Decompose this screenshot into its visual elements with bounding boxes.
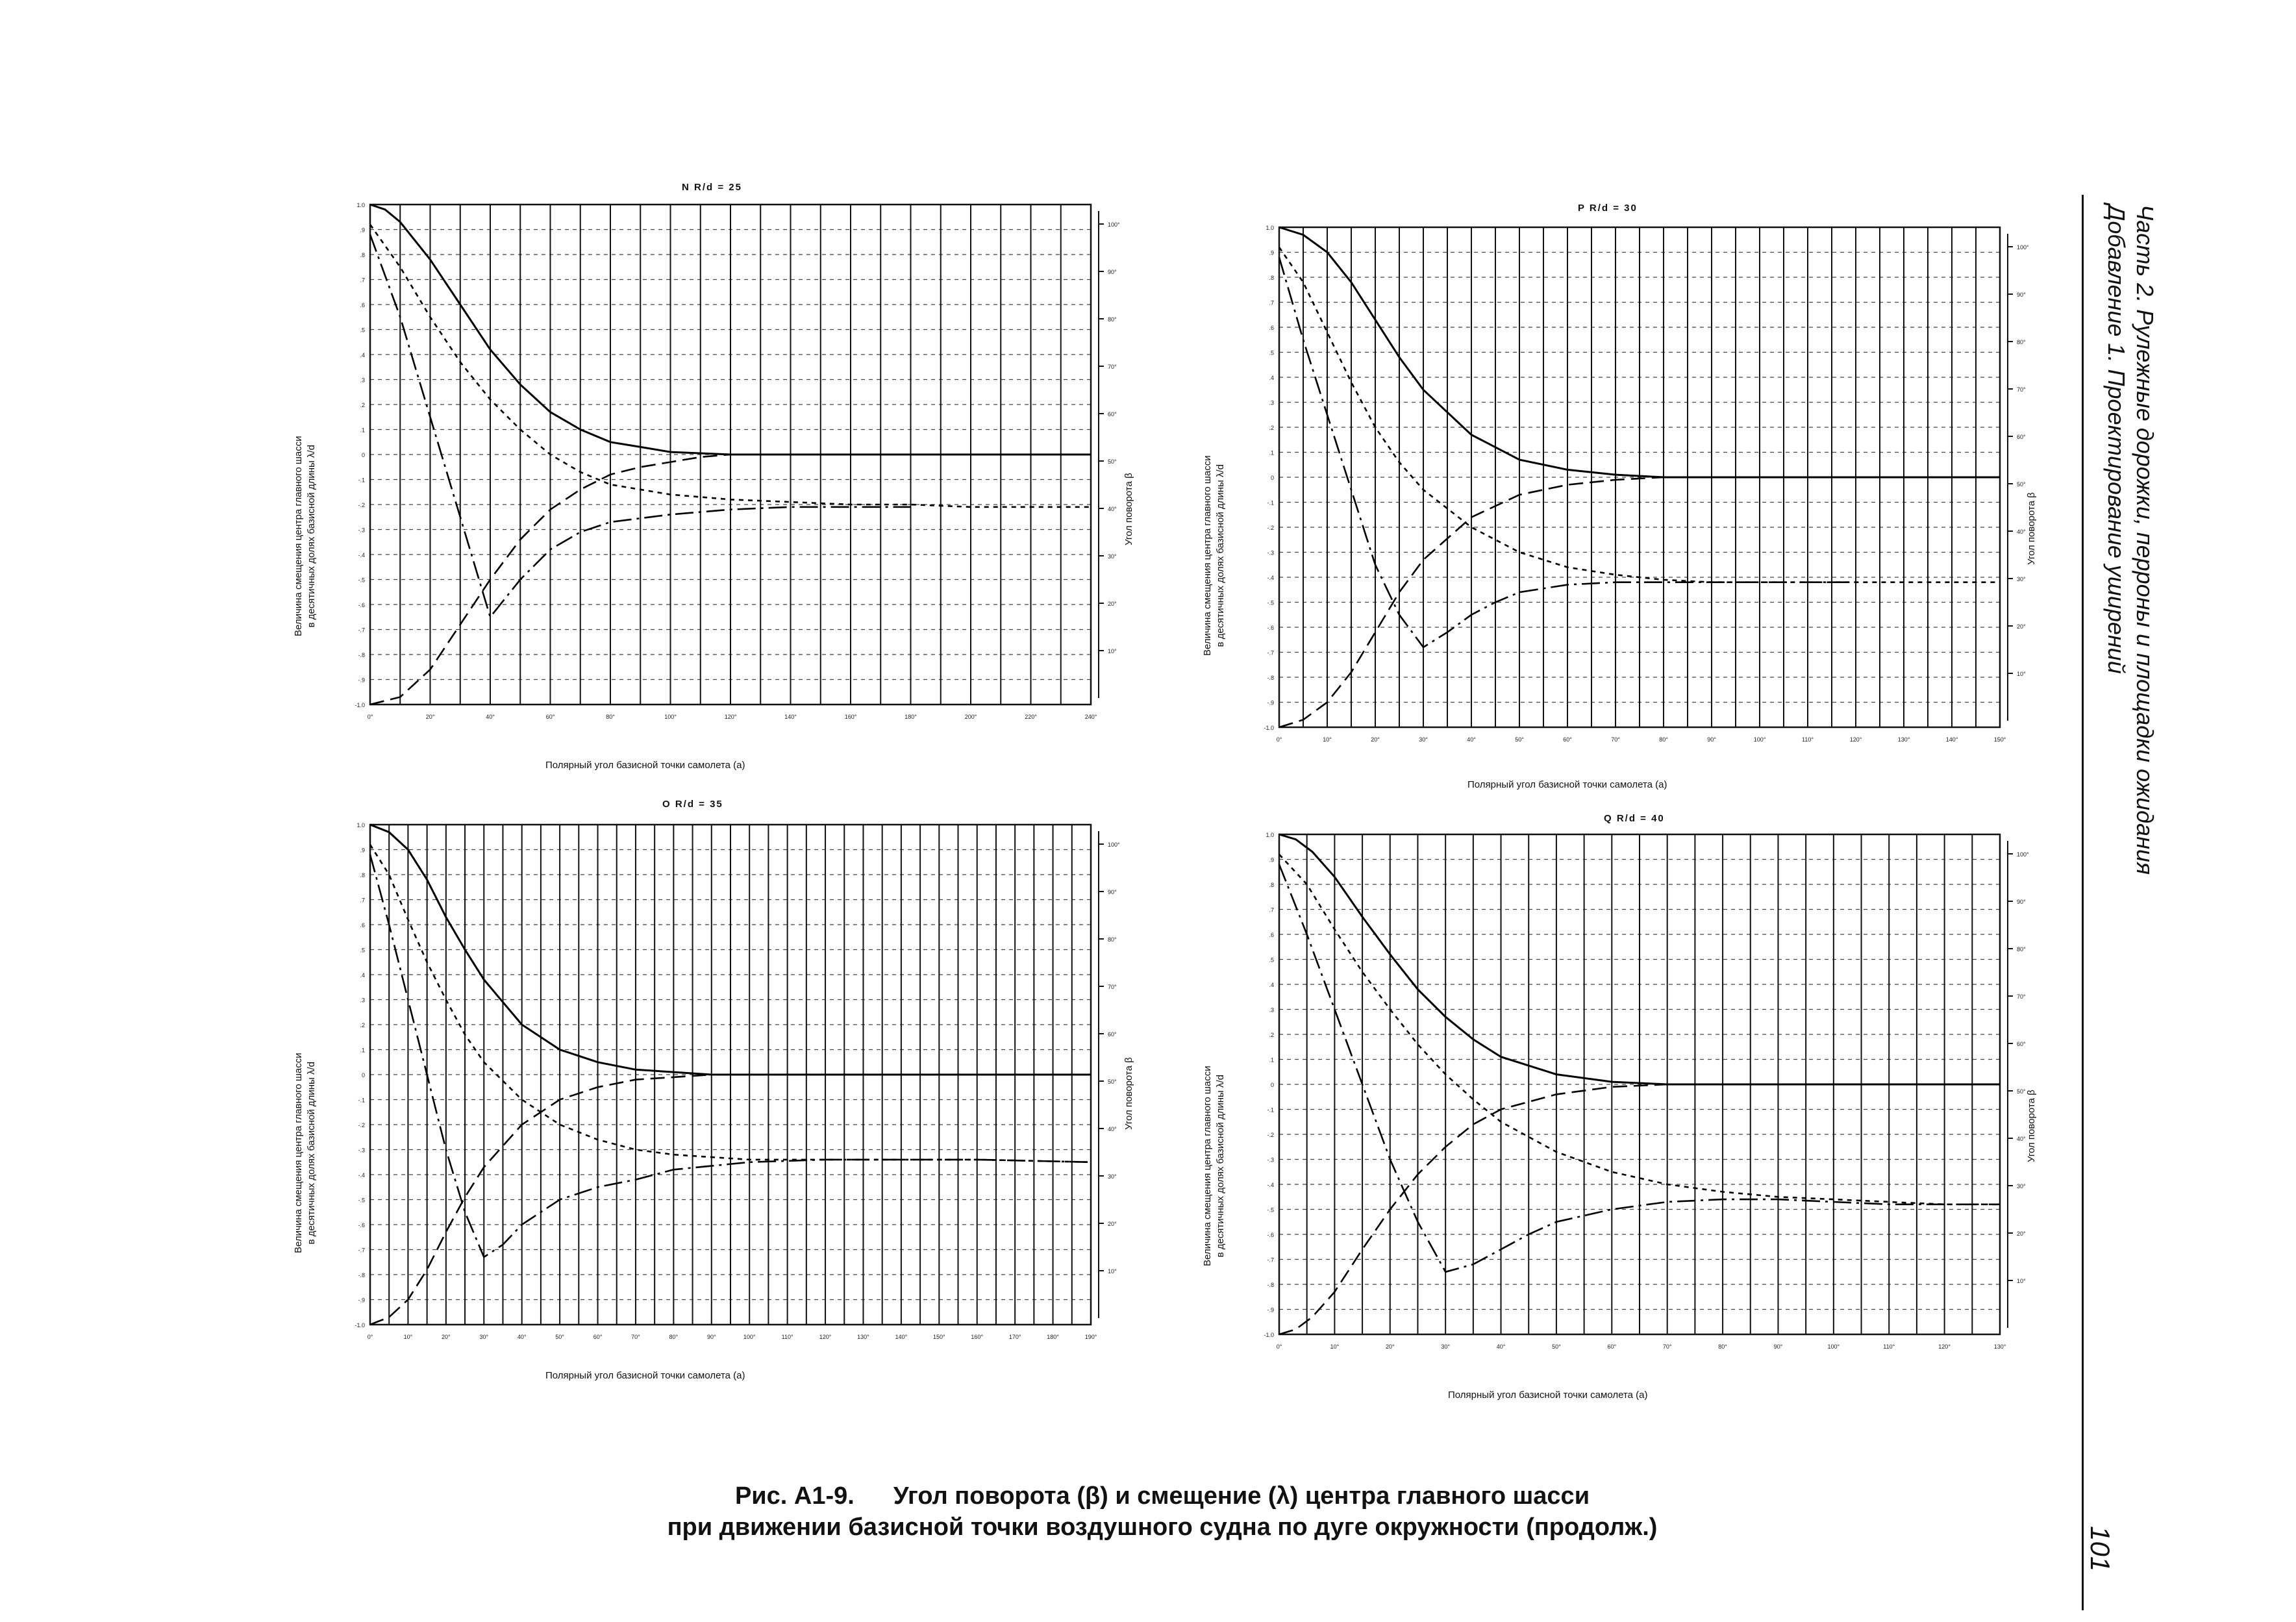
x-tick-label: 70° [1662,1343,1672,1350]
chart-panel-rd35 [279,786,1169,1409]
y-tick-label: -.6 [358,1222,365,1229]
page-header [2102,205,2159,875]
y-tick-label: .8 [1269,275,1274,281]
y-tick-label: -1.0 [355,702,365,708]
x-tick-label: 60° [1607,1343,1617,1350]
y-tick-label: -.7 [358,627,365,634]
y-tick-label: -.7 [1267,649,1274,656]
x-tick-label: 140° [895,1334,908,1340]
y-tick-label: -1.0 [1264,1332,1274,1338]
right-tick-label: 70° [1108,364,1117,370]
x-tick-label: 130° [1897,736,1910,743]
x-axis-label: Полярный угол базисной точки самолета (a) [545,760,745,771]
right-tick-label: 90° [1108,269,1117,275]
y-tick-label: -.6 [1267,625,1274,631]
x-tick-label: 130° [1993,1343,2006,1350]
x-tick-label: 220° [1025,714,1037,720]
y-tick-label: .7 [360,277,365,284]
y-tick-label: 0 [361,452,365,458]
y-tick-label: -.3 [1267,1156,1274,1164]
right-tick-label: 30° [2017,576,2026,582]
right-tick-label: 40° [2017,1136,2026,1142]
x-tick-label: 80° [669,1334,679,1340]
x-tick-label: 200° [964,714,977,720]
right-tick-label: 90° [2017,899,2026,905]
right-tick-label: 30° [2017,1183,2026,1190]
chart-plot [279,786,1169,1409]
right-tick-label: 60° [1108,1031,1117,1038]
x-axis-label: Полярный угол базисной точки самолета (a) [1448,1390,1648,1401]
y-tick-label: -.8 [358,652,365,658]
y-tick-label: -.8 [1267,1282,1274,1288]
chart-panel-rd40 [1188,799,2078,1422]
right-tick-label: 30° [1108,553,1117,560]
right-tick-label: 80° [1108,936,1117,943]
y-tick-label: -.2 [358,1122,365,1129]
right-tick-label: 80° [2017,946,2026,953]
x-tick-label: 30° [479,1334,489,1340]
right-tick-label: 100° [2017,851,2029,858]
y-tick-label: -.7 [358,1247,365,1254]
y-axis-label-right: Угол поворота β [1123,1057,1134,1130]
x-tick-label: 120° [819,1334,832,1340]
x-tick-label: 90° [1773,1343,1783,1350]
y-tick-label: .1 [1269,449,1274,456]
chart-plot [279,169,1169,792]
x-tick-label: 20° [425,714,435,720]
right-tick-label: 30° [1108,1173,1117,1180]
y-tick-label: 1.0 [1266,225,1274,231]
x-tick-label: 160° [971,1334,984,1340]
right-tick-label: 80° [2017,339,2026,345]
y-tick-label: .7 [1269,299,1274,306]
x-tick-label: 60° [545,714,555,720]
right-tick-label: 20° [2017,623,2026,630]
right-tick-label: 60° [1108,411,1117,418]
y-tick-label: .7 [1269,906,1274,914]
right-tick-label: 10° [1108,1268,1117,1275]
x-tick-label: 70° [1611,736,1620,743]
y-tick-label: 1.0 [356,202,365,208]
chart-plot [1188,188,2078,812]
y-tick-label: -.9 [1267,1306,1274,1314]
y-tick-label: .3 [360,997,365,1004]
y-axis-label-left: Величина смещения центра главного шасси в десятичных долях базисной длины λ/d [293,436,317,636]
x-tick-label: 40° [486,714,495,720]
x-tick-label: 240° [1084,714,1097,720]
x-tick-label: 60° [593,1334,603,1340]
x-tick-label: 120° [1849,736,1862,743]
y-tick-label: -.1 [358,1097,365,1104]
y-tick-label: .5 [360,327,365,334]
x-tick-label: 40° [1496,1343,1506,1350]
x-tick-label: 180° [1047,1334,1059,1340]
y-tick-label: .7 [360,897,365,904]
right-tick-label: 50° [2017,481,2026,488]
x-tick-label: 110° [1802,736,1814,743]
y-tick-label: -.2 [1267,1132,1274,1138]
y-axis-label-right: Угол поворота β [2026,492,2037,565]
caption-line-2: при движении базисной точки воздушного судна по дуге окружности (продолж.) [667,1514,1658,1541]
chart-plot [1188,799,2078,1422]
x-tick-label: 120° [724,714,737,720]
y-tick-label: .3 [1269,1006,1274,1014]
y-tick-label: -1.0 [355,1322,365,1329]
caption-label: Рис. А1-9. [734,1482,855,1510]
x-tick-label: 60° [1563,736,1572,743]
right-tick-label: 20° [1108,601,1117,607]
y-tick-label: -.2 [1267,525,1274,531]
x-tick-label: 40° [1467,736,1476,743]
y-tick-label: -.1 [1267,1106,1274,1114]
figure-caption [610,1480,1714,1543]
header-line-1: Часть 2. Рулежные дорожки, перроны и площадки ожидания [2132,205,2158,875]
y-tick-label: -.3 [358,1147,365,1154]
right-tick-label: 10° [2017,1278,2026,1284]
x-axis-label: Полярный угол базисной точки самолета (a) [545,1370,745,1381]
y-tick-label: -.4 [358,552,365,558]
x-tick-label: 100° [743,1334,756,1340]
chart-title: O R/d = 35 [662,799,723,810]
x-tick-label: 100° [1827,1343,1840,1350]
y-tick-label: -.1 [358,477,365,484]
y-tick-label: .8 [360,252,365,258]
x-tick-label: 80° [1659,736,1668,743]
y-tick-label: .5 [360,947,365,954]
y-tick-label: -.8 [358,1272,365,1279]
y-tick-label: .9 [360,227,365,234]
y-tick-label: .4 [360,352,365,358]
x-tick-label: 110° [781,1334,793,1340]
x-tick-label: 80° [1718,1343,1727,1350]
right-tick-label: 70° [2017,386,2026,393]
right-tick-label: 10° [2017,671,2026,677]
x-tick-label: 100° [1753,736,1766,743]
y-tick-label: -.4 [358,1172,365,1179]
y-tick-label: -.7 [1267,1256,1274,1264]
y-tick-label: .1 [360,1047,365,1054]
x-tick-label: 120° [1938,1343,1951,1350]
x-tick-label: 150° [1993,736,2006,743]
x-tick-label: 10° [1323,736,1332,743]
y-tick-label: .1 [360,427,365,434]
right-tick-label: 50° [2017,1088,2026,1095]
y-tick-label: .4 [1269,375,1274,381]
x-tick-label: 20° [442,1334,451,1340]
right-tick-label: 80° [1108,316,1117,323]
chart-panel-rd30 [1188,188,2078,812]
y-tick-label: .2 [1269,425,1274,431]
x-tick-label: 90° [1707,736,1716,743]
x-tick-label: 50° [1552,1343,1561,1350]
x-tick-label: 180° [905,714,917,720]
y-tick-label: .5 [1269,956,1274,964]
y-tick-label: -.2 [358,502,365,508]
x-tick-label: 50° [555,1334,564,1340]
chart-title: P R/d = 30 [1578,203,1638,214]
y-tick-label: -.3 [1267,549,1274,556]
x-tick-label: 140° [1945,736,1958,743]
y-tick-label: 1.0 [356,822,365,829]
y-tick-label: .2 [360,402,365,408]
right-tick-label: 100° [1108,221,1120,228]
x-tick-label: 0° [1276,1343,1282,1350]
x-tick-label: 160° [844,714,857,720]
y-tick-label: -.5 [1267,1206,1274,1214]
y-tick-label: -.9 [1267,699,1274,706]
header-line-2: Добавление 1. Проектирование уширений [2103,205,2130,674]
header-divider [2082,195,2084,1610]
y-tick-label: 0 [1270,1082,1274,1088]
x-axis-label: Полярный угол базисной точки самолета (a) [1467,779,1667,790]
y-tick-label: .6 [360,302,365,308]
y-tick-label: -.6 [358,602,365,608]
y-tick-label: .6 [1269,932,1274,938]
y-tick-label: -.4 [1267,1182,1274,1188]
y-tick-label: .8 [360,872,365,879]
x-tick-label: 140° [784,714,797,720]
right-tick-label: 70° [2017,993,2026,1000]
y-tick-label: .4 [1269,982,1274,988]
x-tick-label: 190° [1084,1334,1097,1340]
x-tick-label: 50° [1515,736,1524,743]
y-tick-label: .5 [1269,349,1274,356]
x-tick-label: 10° [403,1334,413,1340]
y-tick-label: -.9 [358,1297,365,1304]
chart-title: N R/d = 25 [682,182,742,193]
right-tick-label: 50° [1108,1079,1117,1085]
y-tick-label: -.1 [1267,499,1274,506]
right-tick-label: 40° [1108,1126,1117,1132]
y-tick-label: .8 [1269,882,1274,888]
y-tick-label: .4 [360,972,365,979]
y-tick-label: -.9 [358,677,365,684]
y-tick-label: .3 [1269,399,1274,406]
y-tick-label: -.5 [1267,599,1274,606]
y-tick-label: .2 [1269,1032,1274,1038]
right-tick-label: 100° [1108,842,1120,848]
x-tick-label: 0° [367,1334,373,1340]
right-tick-label: 10° [1108,648,1117,655]
y-tick-label: -.4 [1267,575,1274,581]
x-tick-label: 20° [1385,1343,1395,1350]
y-axis-label-left: Величина смещения центра главного шасси в десятичных долях базисной длины λ/d [293,1053,317,1253]
y-tick-label: .2 [360,1022,365,1029]
y-tick-label: .6 [360,922,365,929]
y-tick-label: 0 [361,1072,365,1079]
y-tick-label: .9 [1269,249,1274,256]
right-tick-label: 40° [2017,529,2026,535]
y-tick-label: 1.0 [1266,832,1274,838]
x-tick-label: 0° [367,714,373,720]
chart-title: Q R/d = 40 [1604,813,1665,824]
right-tick-label: 90° [1108,889,1117,895]
y-tick-label: .6 [1269,325,1274,331]
x-tick-label: 30° [1441,1343,1450,1350]
y-tick-label: 0 [1270,475,1274,481]
x-tick-label: 150° [933,1334,945,1340]
right-tick-label: 90° [2017,292,2026,298]
x-tick-label: 90° [706,1334,716,1340]
right-tick-label: 70° [1108,984,1117,990]
right-tick-label: 50° [1108,458,1117,465]
x-tick-label: 130° [857,1334,869,1340]
y-tick-label: -.6 [1267,1232,1274,1238]
y-axis-label-left: Величина смещения центра главного шасси в десятичных долях базисной длины λ/d [1202,455,1226,656]
x-tick-label: 0° [1276,736,1282,743]
chart-panel-rd25 [279,169,1169,792]
right-tick-label: 60° [2017,1041,2026,1047]
x-tick-label: 170° [1008,1334,1021,1340]
caption-line-1: Угол поворота (β) и смещение (λ) центра главного шасси [893,1482,1590,1510]
right-tick-label: 100° [2017,244,2029,251]
y-tick-label: .9 [1269,856,1274,864]
y-tick-label: -1.0 [1264,725,1274,731]
x-tick-label: 10° [1330,1343,1340,1350]
y-axis-label-right: Угол поворота β [2026,1090,2037,1162]
right-tick-label: 20° [2017,1230,2026,1237]
y-tick-label: -.5 [358,1197,365,1204]
y-tick-label: .9 [360,847,365,854]
right-tick-label: 40° [1108,506,1117,512]
y-tick-label: .3 [360,377,365,384]
y-tick-label: -.8 [1267,675,1274,681]
x-tick-label: 30° [1419,736,1428,743]
x-tick-label: 80° [606,714,615,720]
x-tick-label: 70° [631,1334,640,1340]
y-tick-label: -.3 [358,527,365,534]
right-tick-label: 60° [2017,434,2026,440]
right-tick-label: 20° [1108,1221,1117,1227]
x-tick-label: 110° [1883,1343,1895,1350]
y-axis-label-right: Угол поворота β [1123,473,1134,545]
y-tick-label: .1 [1269,1056,1274,1064]
x-tick-label: 40° [517,1334,527,1340]
x-tick-label: 20° [1371,736,1380,743]
page-number: 101 [2085,1526,2115,1572]
y-tick-label: -.5 [358,577,365,584]
y-axis-label-left: Величина смещения центра главного шасси в десятичных долях базисной длины λ/d [1202,1066,1226,1266]
x-tick-label: 100° [664,714,677,720]
